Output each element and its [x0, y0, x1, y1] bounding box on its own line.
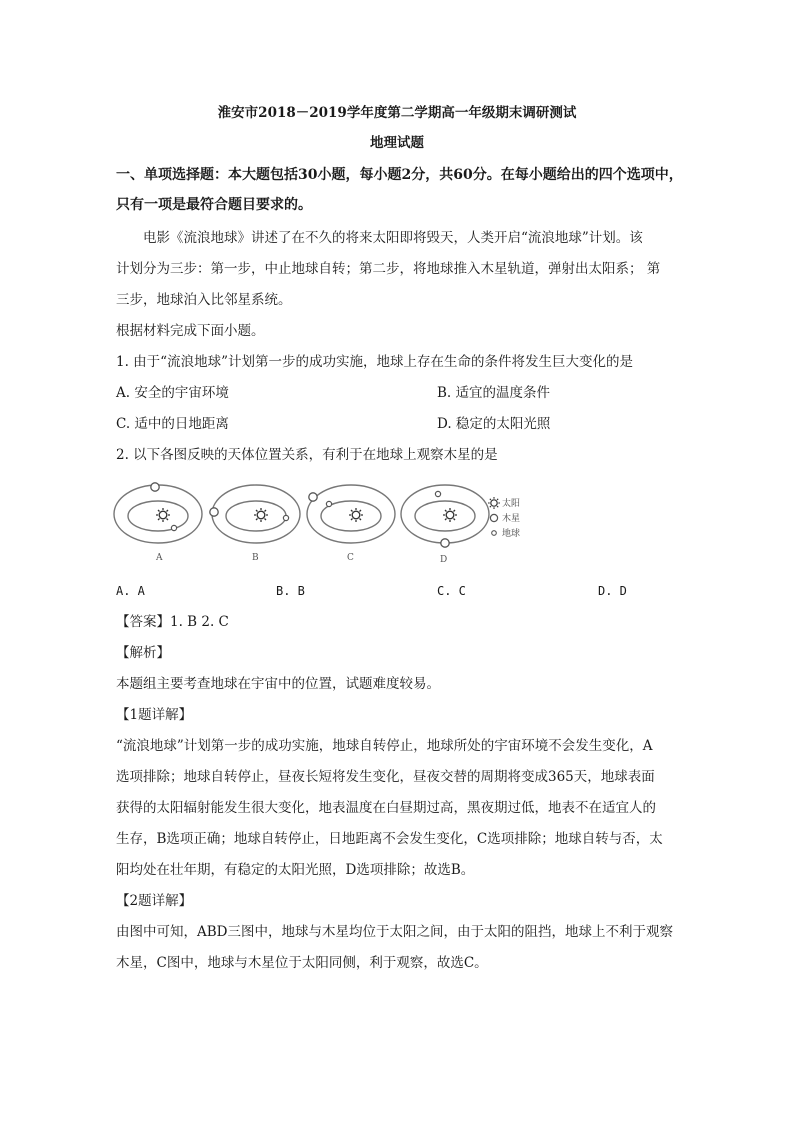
q2-option-b: B. B — [276, 584, 305, 598]
q1-option-b: B. 适宜的温度条件 — [437, 385, 551, 401]
q1-stem: 1. 由于“流浪地球”计划第一步的成功实施，地球上存在生命的条件将发生巨大变化的是 — [116, 354, 633, 370]
earth-icon — [171, 525, 176, 530]
q2-option-a: A. A — [116, 584, 145, 598]
diagram-legend — [488, 497, 520, 539]
exam-title: 淮安市2018－2019学年度第二学期高一年级期末调研测试 — [217, 105, 577, 121]
jupiter-icon — [309, 493, 317, 501]
q1-option-c: C. 适中的日地距离 — [116, 416, 229, 432]
analysis-heading: 【解析】 — [116, 645, 170, 661]
sun-icon — [349, 508, 363, 522]
diagram-label-d: D — [440, 555, 448, 565]
diagram-a — [114, 483, 202, 563]
detail1-line-2: 选项排除；地球自转停止，昼夜长短将发生变化，昼夜交替的周期将变成365天，地球表面 — [116, 769, 655, 785]
diagram-b — [210, 485, 300, 563]
diagram-label-a: A — [156, 553, 163, 563]
detail1-heading: 【1题详解】 — [116, 707, 193, 723]
legend-earth: 地球 — [502, 529, 521, 539]
detail1-line-3: 获得的太阳辐射能发生很大变化，地表温度在白昼期过高，黑夜期过低，地表不在适宜人的 — [116, 800, 656, 816]
legend-jupiter: 木星 — [502, 514, 521, 524]
instruction: 根据材料完成下面小题。 — [116, 323, 265, 339]
diagram-label-c: C — [347, 553, 354, 563]
material-line-3: 三步，地球泊入比邻星系统。 — [116, 292, 292, 308]
jupiter-icon — [490, 514, 497, 521]
exam-subtitle: 地理试题 — [370, 135, 424, 151]
sun-icon — [443, 508, 457, 522]
section-heading-line-1: 一、单项选择题：本大题包括30小题，每小题2分，共60分。在每小题给出的四个选项中， — [116, 167, 683, 183]
detail1-line-4: 生存，B选项正确；地球自转停止，日地距离不会发生变化，C选项排除；地球自转与否，太 — [116, 831, 663, 847]
orbit-diagrams — [110, 478, 570, 570]
q2-option-d: D. D — [598, 584, 627, 598]
earth-icon — [492, 531, 497, 536]
material-line-2: 计划分为三步：第一步，中止地球自转；第二步，将地球推入木星轨道，弹射出太阳系； 第 — [116, 261, 661, 277]
detail2-line-2: 木星，C图中，地球与木星位于太阳同侧，利于观察，故选C。 — [116, 955, 488, 971]
diagram-c — [307, 485, 395, 563]
detail2-heading: 【2题详解】 — [116, 893, 193, 909]
analysis-text: 本题组主要考查地球在宇宙中的位置，试题难度较易。 — [116, 676, 440, 692]
answer: 【答案】1. B 2. C — [116, 614, 229, 630]
diagram-d — [401, 485, 489, 565]
jupiter-icon — [441, 539, 449, 547]
earth-icon — [283, 515, 288, 520]
detail2-line-1: 由图中可知，ABD三图中，地球与木星均位于太阳之间，由于太阳的阻挡，地球上不利于观察 — [116, 924, 673, 940]
jupiter-icon — [210, 508, 218, 516]
detail1-line-5: 阳均处在壮年期，有稳定的太阳光照，D选项排除；故选B。 — [116, 862, 475, 878]
sun-icon — [488, 497, 500, 509]
earth-icon — [435, 491, 440, 496]
q1-option-a: A. 安全的宇宙环境 — [116, 385, 229, 401]
q2-stem: 2. 以下各图反映的天体位置关系，有利于在地球上观察木星的是 — [116, 447, 498, 463]
sun-icon — [156, 508, 170, 522]
legend-sun: 太阳 — [502, 499, 521, 509]
diagram-label-b: B — [252, 553, 259, 563]
q1-option-d: D. 稳定的太阳光照 — [437, 416, 551, 432]
section-heading-line-2: 只有一项是最符合题目要求的。 — [116, 197, 312, 213]
material-line-1: 电影《流浪地球》讲述了在不久的将来太阳即将毁天，人类开启“流浪地球”计划。该 — [143, 230, 643, 246]
jupiter-icon — [151, 483, 159, 491]
earth-icon — [326, 501, 331, 506]
sun-icon — [254, 508, 268, 522]
detail1-line-1: “流浪地球”计划第一步的成功实施，地球自转停止，地球所处的宇宙环境不会发生变化，A — [116, 738, 653, 754]
q2-option-c: C. C — [437, 584, 466, 598]
